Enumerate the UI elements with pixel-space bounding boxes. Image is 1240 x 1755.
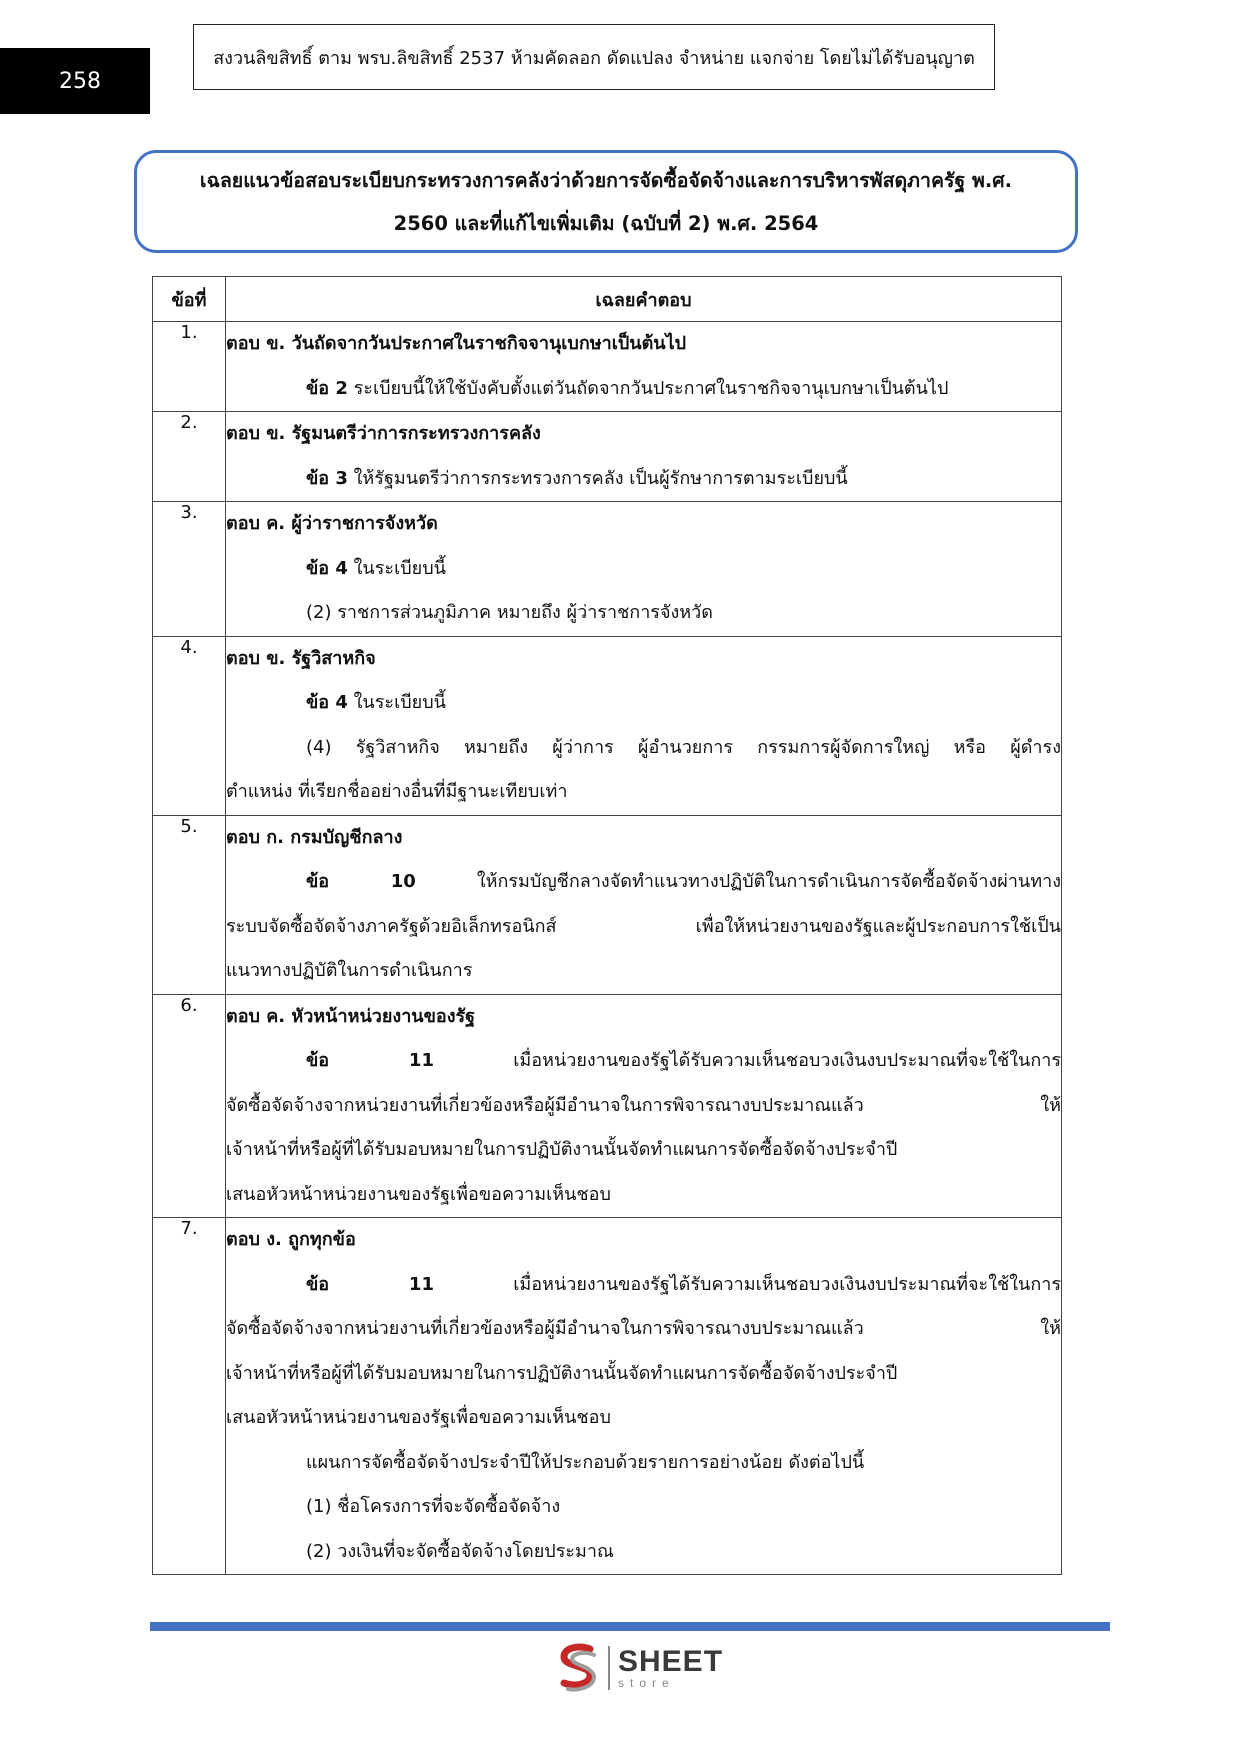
table-row (153, 636, 1062, 815)
answer-text: ตอบ ข. รัฐมนตรีว่าการกระทรวงการคลัง (226, 423, 541, 444)
explanation-line: เสนอหัวหน้าหน่วยงานของรัฐเพื่อขอความเห็นชอบ (226, 1407, 611, 1428)
document-title (134, 150, 1078, 253)
explanation-text: ให้รัฐมนตรีว่าการกระทรวงการคลัง เป็นผู้รักษาการตามระเบียบนี้ (353, 467, 848, 489)
clause-label: ข้อ 10 (306, 871, 416, 892)
explanation-line (226, 367, 1061, 412)
table-row (153, 815, 1062, 994)
answer-text: ตอบ ก. กรมบัญชีกลาง (226, 826, 403, 848)
row-answer-cell (226, 994, 1062, 1218)
row-number: 5. (153, 815, 226, 994)
answer-text: ตอบ ข. วันถัดจากวันประกาศในราชกิจจานุเบกษาเป็นต้นไป (226, 333, 687, 354)
row-answer-cell (226, 412, 1062, 502)
row-answer-cell (226, 815, 1062, 994)
clause-label: ข้อ 2 (306, 377, 348, 399)
answer-text: ตอบ ข. รัฐวิสาหกิจ (226, 647, 376, 669)
explanation-text: ในระเบียบนี้ (353, 557, 446, 579)
explanation-line: ตำแหน่ง ที่เรียกชื่ออย่างอื่นที่มีฐานะเทียบเท่า (226, 781, 568, 802)
logo-wordmark (618, 1647, 723, 1689)
explanation-line (226, 547, 1061, 592)
clause-label: ข้อ 11 (306, 1050, 434, 1071)
row-number: 1. (153, 322, 226, 412)
explanation-line: เจ้าหน้าที่หรือผู้ที่ได้รับมอบหมายในการปฏิบัติงานนั้นจัดทำแผนการจัดซื้อจัดจ้างประจำปี (226, 1139, 898, 1160)
explanation-line: แนวทางปฏิบัติในการดำเนินการ (226, 960, 473, 981)
table-row (153, 1218, 1062, 1575)
table-row (153, 322, 1062, 412)
clause-label: ข้อ 4 (306, 557, 348, 579)
explanation-line: จัดซื้อจัดจ้างจากหน่วยงานที่เกี่ยวข้องหรือผู้มีอำนาจในการพิจารณางบประมาณแล้ว ให้ (226, 1094, 1061, 1116)
explanation-line: จัดซื้อจัดจ้างจากหน่วยงานที่เกี่ยวข้องหรือผู้มีอำนาจในการพิจารณางบประมาณแล้ว ให้ (226, 1318, 1061, 1339)
explanation-text: ให้กรมบัญชีกลางจัดทำแนวทางปฏิบัติในการดำเนินการจัดซื้อจัดจ้างผ่านทาง (476, 871, 1061, 892)
copyright-notice: สงวนลิขสิทธิ์ ตาม พรบ.ลิขสิทธิ์ 2537 ห้ามคัดลอก ดัดแปลง จำหน่าย แจกจ่าย โดยไม่ได้รับอนุญาต (193, 24, 995, 90)
explanation-line (226, 1263, 1061, 1308)
explanation-line: (2) วงเงินที่จะจัดซื้อจัดจ้างโดยประมาณ (306, 1540, 614, 1562)
answer-table (152, 276, 1062, 1575)
answer-text: ตอบ ง. ถูกทุกข้อ (226, 1229, 356, 1250)
table-header-row (153, 277, 1062, 322)
row-number: 7. (153, 1218, 226, 1575)
clause-label: ข้อ 11 (306, 1273, 434, 1295)
title-line-1: เฉลยแนวข้อสอบระเบียบกระทรวงการคลังว่าด้วยการจัดซื้อจัดจ้างและการบริหารพัสดุภาครัฐ พ.ศ. (199, 168, 1013, 192)
row-number: 2. (153, 412, 226, 502)
column-header-number: ข้อที่ (153, 277, 226, 322)
answer-text: ตอบ ค. ผู้ว่าราชการจังหวัด (226, 513, 438, 534)
explanation-line: (1) ชื่อโครงการที่จะจัดซื้อจัดจ้าง (306, 1496, 561, 1517)
table-row (153, 502, 1062, 637)
table-row (153, 412, 1062, 502)
row-number: 3. (153, 502, 226, 637)
logo-sub-text: store (618, 1676, 675, 1690)
explanation-text: เมื่อหน่วยงานของรัฐได้รับความเห็นชอบวงเงินงบประมาณที่จะใช้ในการ (513, 1273, 1061, 1295)
row-answer-cell (226, 1218, 1062, 1575)
row-answer-cell (226, 322, 1062, 412)
explanation-line (226, 681, 1061, 726)
logo-main-text: SHEET (618, 1645, 724, 1678)
explanation-text: ระเบียบนี้ให้ใช้บังคับตั้งแต่วันถัดจากวันประกาศในราชกิจจานุเบกษาเป็นต้นไป (353, 377, 949, 399)
row-answer-cell (226, 502, 1062, 637)
explanation-text: เมื่อหน่วยงานของรัฐได้รับความเห็นชอบวงเงินงบประมาณที่จะใช้ในการ (513, 1050, 1061, 1071)
explanation-line: ระบบจัดซื้อจัดจ้างภาครัฐด้วยอิเล็กทรอนิกส์ เพื่อให้หน่วยงานของรัฐและผู้ประกอบการใช้เป็น (226, 915, 1061, 937)
explanation-line: (2) ราชการส่วนภูมิภาค หมายถึง ผู้ว่าราชการจังหวัด (306, 602, 713, 623)
row-number: 6. (153, 994, 226, 1218)
table-row (153, 994, 1062, 1218)
logo-divider (608, 1646, 610, 1690)
page-number: 258 (0, 48, 150, 114)
explanation-line (226, 860, 1061, 905)
answer-text: ตอบ ค. หัวหน้าหน่วยงานของรัฐ (226, 1005, 476, 1027)
footer-bar (150, 1622, 1110, 1631)
sheet-store-s-icon (556, 1643, 600, 1693)
explanation-line: (4) รัฐวิสาหกิจ หมายถึง ผู้ว่าการ ผู้อำนวยการ กรรมการผู้จัดการใหญ่ หรือ ผู้ดำรง (306, 736, 1061, 758)
explanation-line: เจ้าหน้าที่หรือผู้ที่ได้รับมอบหมายในการปฏิบัติงานนั้นจัดทำแผนการจัดซื้อจัดจ้างประจำปี (226, 1362, 898, 1384)
row-answer-cell (226, 636, 1062, 815)
explanation-line (226, 1039, 1061, 1084)
sheet-store-logo (556, 1642, 723, 1694)
clause-label: ข้อ 3 (306, 467, 348, 489)
row-number: 4. (153, 636, 226, 815)
explanation-line: แผนการจัดซื้อจัดจ้างประจำปีให้ประกอบด้วยรายการอย่างน้อย ดังต่อไปนี้ (306, 1451, 865, 1473)
title-line-2: 2560 และที่แก้ไขเพิ่มเติม (ฉบับที่ 2) พ.ศ. 2564 (393, 211, 819, 235)
column-header-answer: เฉลยคำตอบ (226, 277, 1062, 322)
explanation-line: เสนอหัวหน้าหน่วยงานของรัฐเพื่อขอความเห็นชอบ (226, 1183, 611, 1205)
explanation-text: ในระเบียบนี้ (353, 692, 446, 713)
explanation-line (226, 457, 1061, 502)
clause-label: ข้อ 4 (306, 692, 348, 713)
